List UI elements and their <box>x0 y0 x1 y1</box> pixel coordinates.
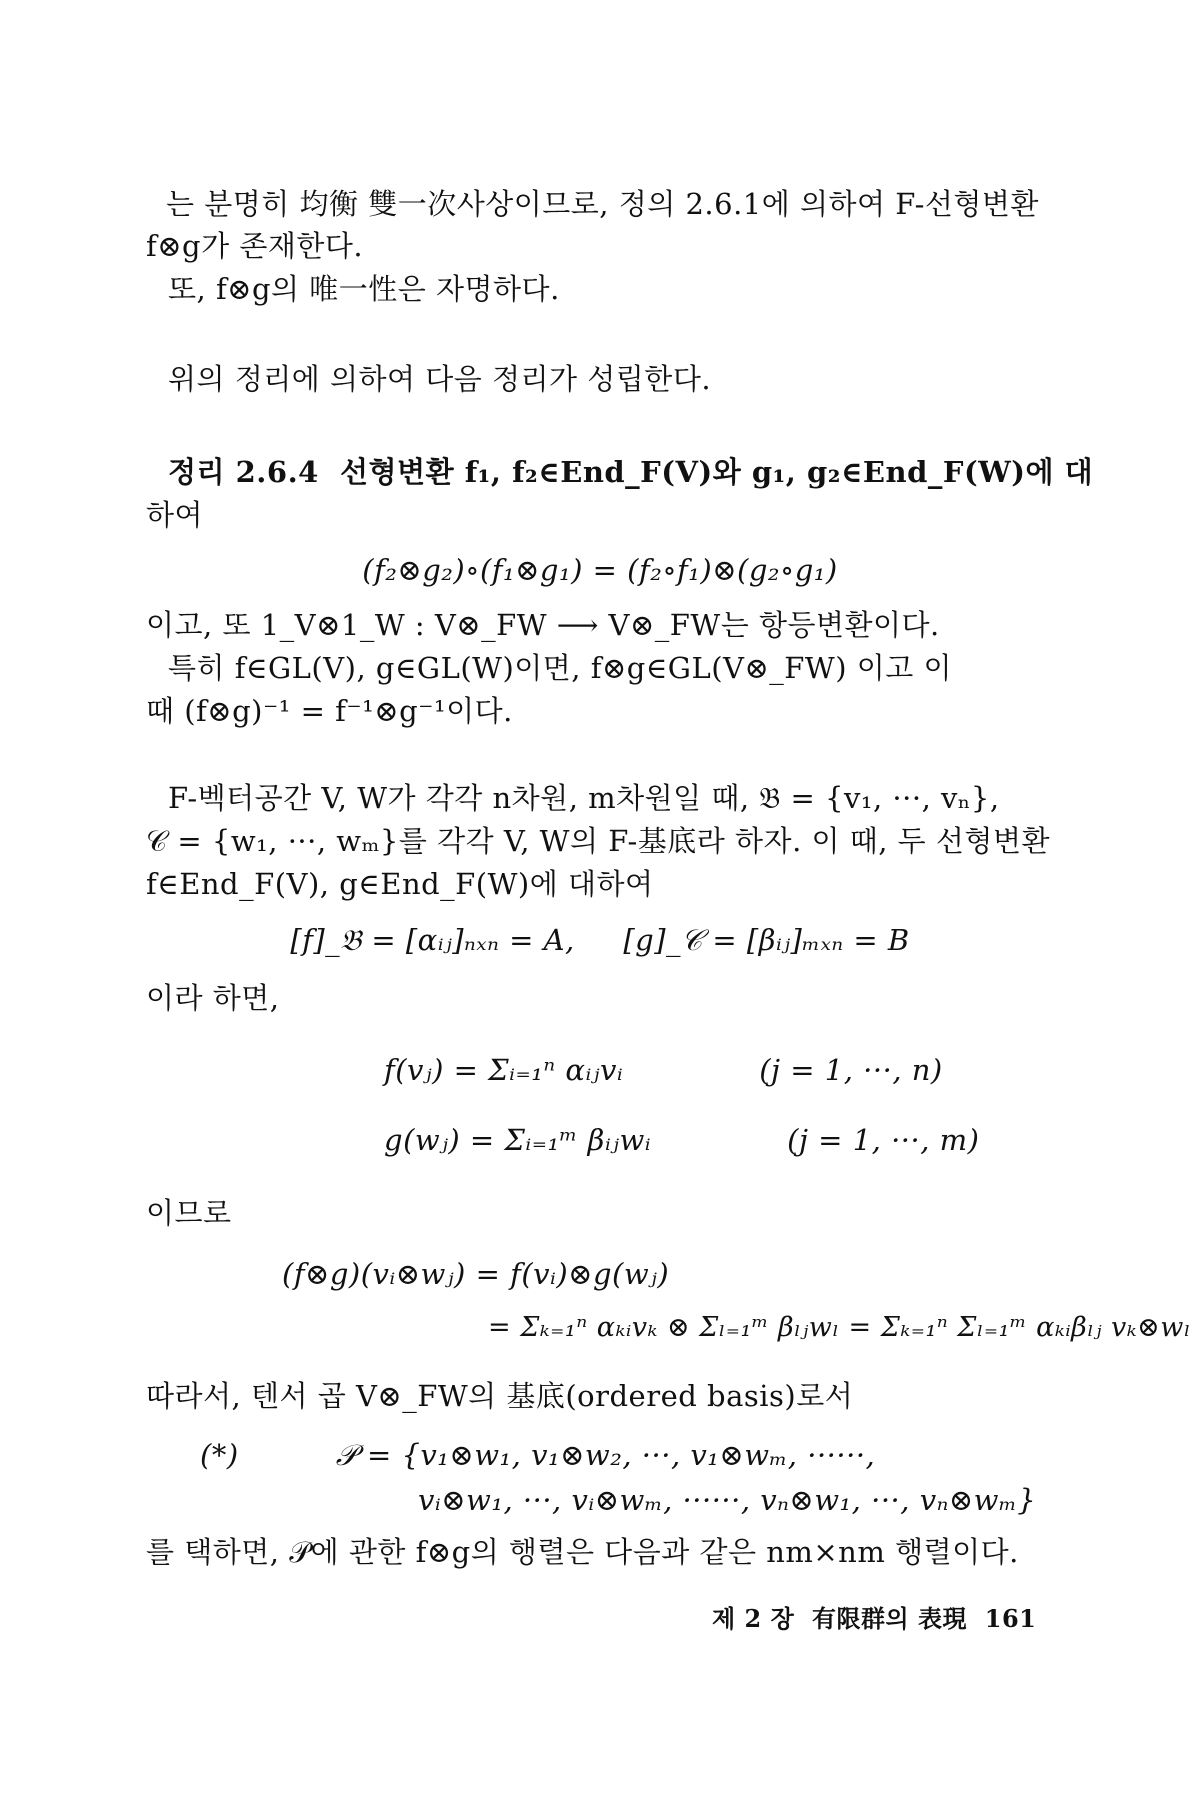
display-equation: (f⊗g)(vᵢ⊗wⱼ) = f(vᵢ)⊗g(wⱼ) <box>282 1257 670 1291</box>
text-line: 하여 <box>146 498 204 532</box>
text-line: 따라서, 텐서 곱 V⊗_FW의 基底(ordered basis)로서 <box>146 1379 854 1413</box>
theorem-heading: 정리 2.6.4 선형변환 f₁, f₂∈End_F(V)와 g₁, g₂∈End_F(W)에 대 <box>168 455 1094 489</box>
display-equation: [f]_𝔅 = [αᵢⱼ]ₙₓₙ = A, [g]_𝒞 = [βᵢⱼ]ₘₓₙ = B <box>290 923 910 957</box>
text-line: 𝒞 = {w₁, ···, wₘ}를 각각 V, W의 F-基底라 하자. 이 때, 두 선형변환 <box>146 824 1050 858</box>
text-line: 위의 정리에 의하여 다음 정리가 성립한다. <box>168 362 712 396</box>
display-equation: vᵢ⊗w₁, ···, vᵢ⊗wₘ, ······, vₙ⊗w₁, ···, vₙ⊗wₘ} <box>418 1483 1037 1517</box>
page-footer: 제 2 장 有限群의 表現 161 <box>712 1604 1037 1633</box>
text-line: 이라 하면, <box>146 981 280 1015</box>
display-equation: = Σₖ₌₁ⁿ αₖᵢvₖ ⊗ Σₗ₌₁ᵐ βₗⱼwₗ = Σₖ₌₁ⁿ Σₗ₌₁ᵐ αₖᵢβₗⱼ vₖ⊗wₗ <box>488 1312 1191 1343</box>
text-line: 는 분명히 均衡 雙一次사상이므로, 정의 2.6.1에 의하여 F-선형변환 <box>166 187 1039 221</box>
display-equation: f(vⱼ) = Σᵢ₌₁ⁿ αᵢⱼvᵢ (j = 1, ···, n) <box>384 1053 943 1087</box>
text-line: f∈End_F(V), g∈End_F(W)에 대하여 <box>146 867 654 901</box>
text-line: 때 (f⊗g)⁻¹ = f⁻¹⊗g⁻¹이다. <box>146 694 513 728</box>
text-line: 이므로 <box>146 1196 232 1230</box>
text-line: 또, f⊗g의 唯一性은 자명하다. <box>168 272 560 306</box>
text-line: 를 택하면, 𝒫에 관한 f⊗g의 행렬은 다음과 같은 nm×nm 행렬이다. <box>146 1535 1019 1569</box>
text-line: 이고, 또 1_V⊗1_W : V⊗_FW ⟶ V⊗_FW는 항등변환이다. <box>146 608 940 642</box>
display-equation: (f₂⊗g₂)∘(f₁⊗g₁) = (f₂∘f₁)⊗(g₂∘g₁) <box>362 553 838 587</box>
display-equation: g(wⱼ) = Σᵢ₌₁ᵐ βᵢⱼwᵢ (j = 1, ···, m) <box>384 1123 980 1157</box>
text-line: 특히 f∈GL(V), g∈GL(W)이면, f⊗g∈GL(V⊗_FW) 이고 이 <box>168 651 952 685</box>
text-line: f⊗g가 존재한다. <box>146 229 364 263</box>
text-line: F-벡터공간 V, W가 각각 n차원, m차원일 때, 𝔅 = {v₁, ···, vₙ}, <box>168 781 1000 815</box>
display-equation: (*) 𝒫 = {v₁⊗w₁, v₁⊗w₂, ···, v₁⊗wₘ, ······, <box>200 1438 876 1472</box>
